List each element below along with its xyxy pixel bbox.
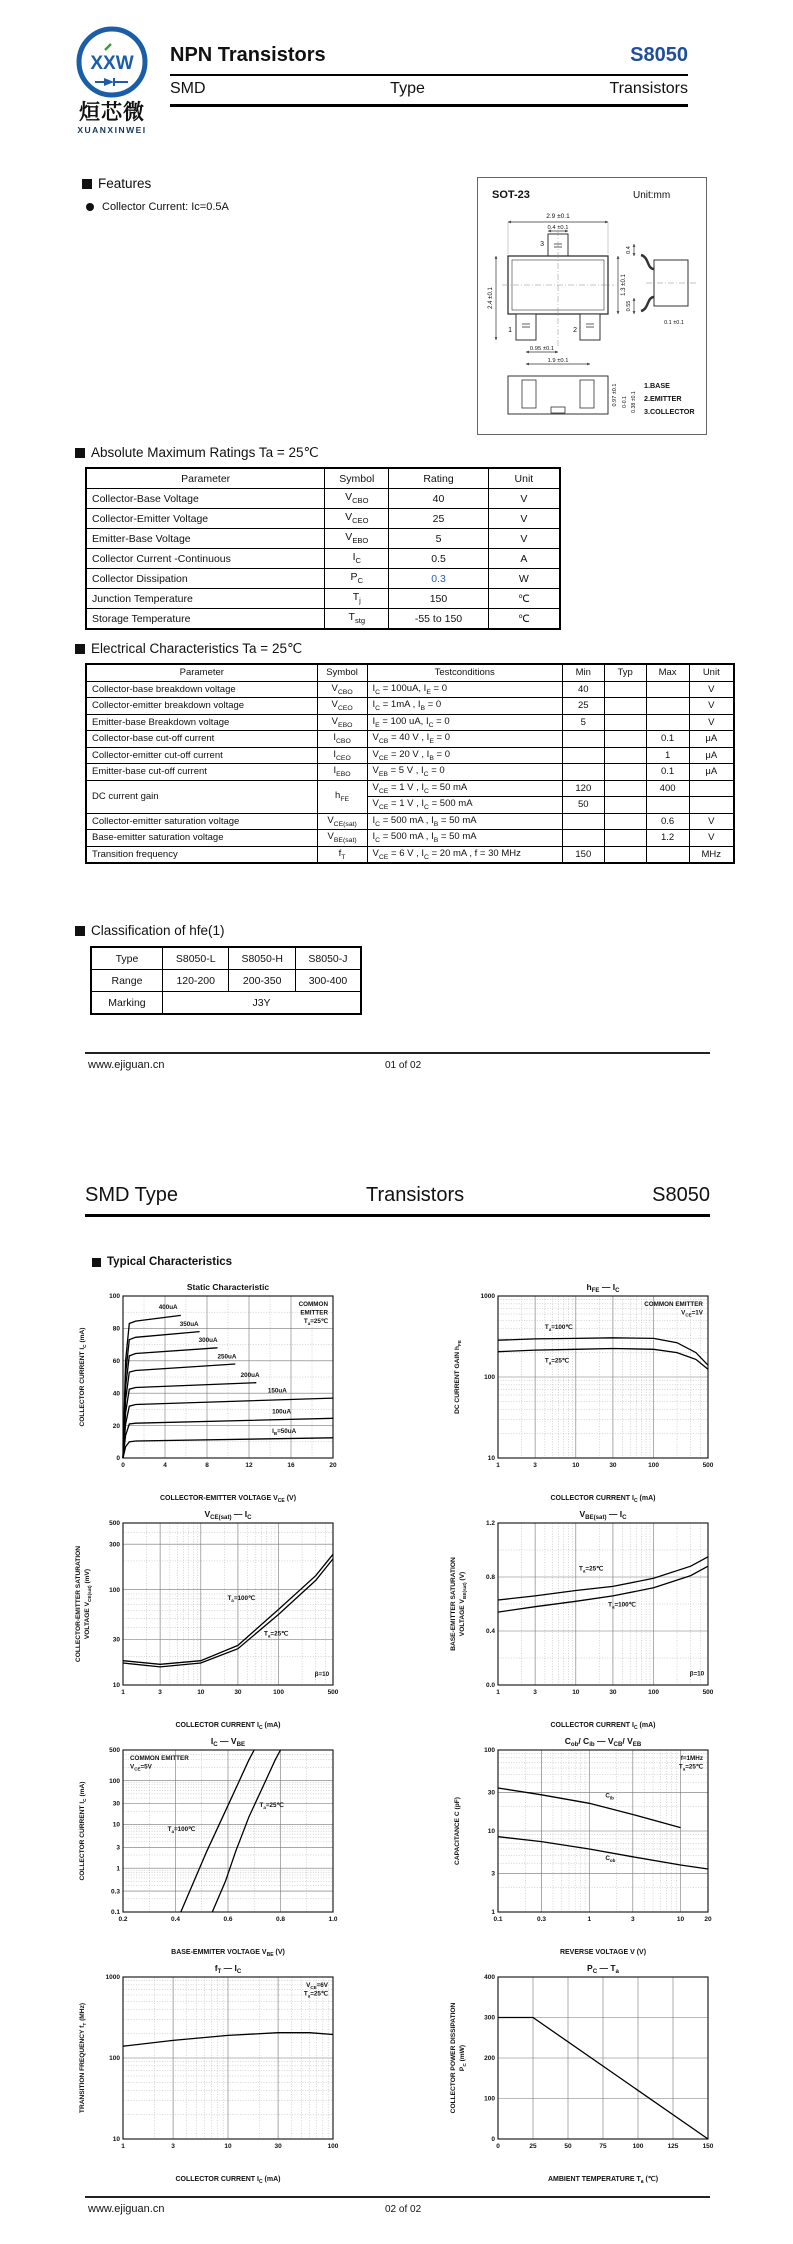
svg-text:75: 75 [598,2143,607,2150]
svg-text:30: 30 [608,1689,617,1696]
section-marker-icon [82,179,92,189]
dim-lead-bottom: 0.55 [626,300,632,312]
svg-text:Ta=25℃: $T_a=25℃$ [259,1801,284,1810]
svg-text:BASE-EMMITER VOLTAGE VBE (V): BASE-EMMITER VOLTAGE $V_{BE}$ (V) [170,1949,285,1958]
svg-text:Ta=100℃: $T_a=100℃$ [167,1826,195,1835]
svg-text:0.1: 0.1 [492,1916,503,1923]
svg-text:IC — VBE: $I_C$ — $V_{BE}$ [210,1736,245,1748]
header-type: Type [390,80,425,97]
svg-text:REVERSE VOLTAGE V (V): REVERSE VOLTAGE V (V) [559,1949,646,1956]
svg-text:Ta=25℃: $T_a=25℃$ [303,1318,328,1326]
svg-text:1.0: 1.0 [327,1916,338,1923]
svg-text:10: 10 [571,1689,579,1696]
svg-text:0.8: 0.8 [275,1916,285,1923]
svg-text:300uA: 300uA [198,1337,218,1345]
svg-text:100: 100 [272,1689,284,1696]
svg-text:200uA: 200uA [240,1372,260,1379]
page1-footer-page-number: 01 of 02 [385,1060,422,1071]
svg-text:Ta=25℃: $T_a=25℃$ [678,1763,703,1772]
svg-text:100: 100 [108,1586,120,1594]
svg-text:Ta=25℃: $T_a=25℃$ [544,1357,569,1366]
svg-text:hFE — IC: $h_{FE}$ — $I_C$ [585,1282,620,1294]
svg-text:IB=50uA: $I_B=50uA$ [271,1427,296,1436]
svg-text:10: 10 [223,2143,232,2150]
svg-text:BASE-EMITTER SATURATION: BASE-EMITTER SATURATION [449,1557,457,1651]
svg-text:AMBIENT TEMPERATURE Ta (℃): AMBIENT TEMPERATURE $T_a$ (℃) [547,2176,658,2185]
svg-text:200: 200 [483,2055,495,2063]
svg-text:Cob/ Cib — VCB/ VEB: $C_{ob}/$ $C_{ib}$ — $V_{CB}/$ $V_{EB}$ [564,1736,641,1748]
svg-text:3: 3 [490,1870,495,1878]
dim-top-width: 2.9 ±0.1 [546,213,570,220]
classification-heading [75,923,225,938]
abs-max-heading [75,445,319,461]
pin1-number: 1 [508,327,512,334]
svg-text:500: 500 [327,1689,338,1696]
package-drawing [477,177,707,435]
dim-body-height: 1.3 ±0.1 [621,274,627,296]
svg-text:100: 100 [327,2143,338,2150]
svg-text:0.0: 0.0 [485,1682,495,1690]
chart-vbe-sat-vs-ic [446,1507,726,1732]
svg-text:300: 300 [483,2014,495,2022]
svg-text:100: 100 [483,1374,495,1382]
svg-text:10: 10 [487,1828,495,1836]
svg-text:1.2: 1.2 [485,1520,495,1528]
page2-header [85,1184,710,1207]
chart-pc-vs-ta [446,1961,726,2186]
svg-text:16: 16 [286,1462,295,1469]
svg-text:30: 30 [112,1800,120,1808]
svg-text:Ta=25℃: $T_a=25℃$ [263,1630,288,1639]
page1-footer-site[interactable]: www.ejiguan.cn [88,1059,165,1071]
classification-heading-label: Classification of hfe(1) [91,923,225,938]
feature-item [86,201,229,213]
svg-text:f=1MHz: f=1MHz [680,1755,703,1762]
abs-max-heading-label: Absolute Maximum Ratings Ta = 25℃ [91,445,319,460]
svg-text:50: 50 [563,2143,572,2150]
svg-text:0.8: 0.8 [485,1574,495,1582]
svg-text:8: 8 [204,1462,209,1469]
page1-footer-divider [85,1052,710,1054]
section-marker-icon [75,926,85,936]
page2-header-part: S8050 [652,1184,710,1206]
svg-text:10: 10 [112,1682,120,1690]
svg-text:350uA: 350uA [179,1320,199,1328]
svg-text:1000: 1000 [105,1974,120,1982]
page2-header-divider [85,1214,710,1217]
svg-text:300: 300 [108,1541,120,1549]
header-subtitle-row [170,80,688,98]
pin3-number: 3 [540,241,544,248]
svg-text:100: 100 [108,2055,120,2063]
svg-text:500: 500 [108,1747,120,1755]
svg-text:β=10: β=10 [314,1670,329,1678]
svg-text:0.4: 0.4 [170,1916,180,1923]
svg-text:3: 3 [170,2143,175,2150]
svg-text:COLLECTOR CURRENT IC (mA): COLLECTOR CURRENT $I_C$ (mA) [78,1781,88,1881]
svg-text:0.3: 0.3 [536,1916,546,1923]
pin-legend-collector: 3.COLLECTOR [644,407,695,416]
company-logo [64,20,160,141]
svg-text:30: 30 [273,2143,282,2150]
svg-text:COLLECTOR CURRENT IC (mA): COLLECTOR CURRENT $I_C$ (mA) [549,1722,656,1731]
svg-text:Ta=100℃: $T_a=100℃$ [544,1324,572,1333]
svg-text:1: 1 [120,2143,125,2150]
page2-header-left: SMD Type [85,1184,178,1206]
svg-text:10: 10 [571,1462,579,1469]
svg-text:250uA: 250uA [217,1353,236,1361]
section-marker-icon [75,644,85,654]
package-name: SOT-23 [492,189,530,201]
svg-text:VOLTAGE VCE(sat) (mV): VOLTAGE $V_{CE(sat)}$ (mV) [83,1568,93,1640]
svg-text:Ta=25℃: $T_a=25℃$ [578,1565,603,1574]
section-marker-icon [75,448,85,458]
svg-text:0.3: 0.3 [110,1888,120,1896]
svg-text:0.1: 0.1 [110,1909,120,1917]
svg-text:0.4: 0.4 [485,1628,495,1636]
svg-text:1000: 1000 [480,1293,495,1301]
svg-text:Static Characteristic: Static Characteristic [186,1282,269,1292]
svg-text:COMMON EMITTER: COMMON EMITTER [129,1755,189,1762]
chart-static-characteristic [71,1280,351,1505]
classification-table: Type S8050-L S8050-H S8050-J Range 120-200 200-350 300-400 Marking J3Y [90,946,362,1015]
svg-text:COLLECTOR-EMITTER SATURATION: COLLECTOR-EMITTER SATURATION [74,1545,82,1663]
svg-text:fT — IC: $f_T$ — $I_C$ [214,1963,241,1975]
svg-text:COLLECTOR CURRENT IC (mA): COLLECTOR CURRENT $I_C$ (mA) [78,1327,88,1427]
svg-text:10: 10 [196,1689,204,1696]
page2-footer-divider [85,2196,710,2198]
dim-side-height: 0.97 ±0.1 [612,383,618,407]
typical-characteristics-heading-label: Typical Characteristics [107,1256,233,1268]
section-marker-icon [92,1258,101,1267]
svg-text:400uA: 400uA [158,1303,178,1311]
svg-text:VCE=6V: $V_{CE}=6V$ [305,1982,328,1990]
svg-text:20: 20 [328,1462,337,1469]
svg-text:125: 125 [667,2143,678,2150]
svg-text:VBE(sat) — IC: $V_{BE(sat)}$ — $I_C$ [578,1509,627,1521]
chart-ft-vs-ic [71,1961,351,2186]
svg-text:150: 150 [702,2143,713,2150]
features-heading-label: Features [98,176,152,191]
svg-text:1: 1 [120,1689,125,1696]
svg-text:100: 100 [647,1689,659,1696]
doc-title: NPN Transistors [170,44,326,66]
package-unit: Unit:mm [633,190,671,201]
svg-text:EMITTER: EMITTER [299,1309,328,1317]
svg-text:100uA: 100uA [271,1408,291,1416]
svg-text:0: 0 [115,1455,120,1463]
chart-ic-vs-vbe [71,1734,351,1959]
electrical-characteristics-table: Parameter Symbol Testconditions Min Typ Max Unit Collector-base breakdown voltage $V_{CBO}$ $I_C = 100uA$, $I_E = 0$ 40 V Collector-emitter breakdown voltage $V_{CEO}$ $I_C = 1mA$ , $I_B = 0$ 25 V Emitter-base Breakdown voltage $V_{EBO}$ $I_E = 100$ uA, $I_C = 0$ 5 V Collector-base cut-off current $I_{CBO}$ $V_{CB} = 40$ V , $I_E = 0$ 0.1 μA Collector-emitter cut-off current $I_{CEO}$ $V_{CE} = 20$ V , $I_B = 0$ 1 μA Emitter-base cut-off current $I_{EBO}$ $V_{EB} = 5$ V , $I_C = 0$ 0.1 μA DC current gain $h_{FE}$ $V_{CE} = 1$ V , $I_C = 50$ mA 120 400 $V_{CE} = 1$ V , $I_C = 500$ mA 50 Collector-emitter saturation voltage $V_{CE(sat)}$ $I_C = 500$ mA , $I_B = 50$ mA 0.6 V Base-emitter saturation voltage $V_{BE(sat)}$ $I_C = 500$ mA , $I_B = 50$ mA 1.2 V Transition frequency $f_T$ $V_{CE} = 6$ V , $I_C = 20$ mA , f = 30 MHz 150 MHz [85,663,735,864]
svg-text:12: 12 [244,1462,253,1469]
header-thick-divider [170,104,688,107]
svg-text:150uA: 150uA [267,1387,287,1395]
header-smd: SMD [170,80,206,97]
features-heading [82,176,151,191]
svg-text:β=10: β=10 [689,1670,704,1678]
svg-text:3: 3 [157,1689,162,1696]
svg-text:500: 500 [108,1520,120,1528]
svg-text:60: 60 [112,1358,120,1365]
dim-pin-pitch: 0.95 ±0.1 [529,346,555,352]
svg-text:0.6: 0.6 [222,1916,233,1923]
svg-text:10: 10 [112,1821,120,1829]
dim-lead-top: 0.4 [626,246,632,254]
svg-text:100: 100 [483,1747,495,1755]
svg-text:COMMON EMITTER: COMMON EMITTER [643,1301,703,1308]
svg-text:0.2: 0.2 [117,1916,128,1923]
svg-text:1: 1 [490,1909,495,1917]
svg-text:VCE=1V: $V_{CE}=1V$ [680,1309,703,1318]
svg-text:COLLECTOR-EMITTER VOLTAGE VCE: COLLECTOR-EMITTER VOLTAGE $V_{CE}$ (V) [159,1495,296,1504]
typical-characteristics-charts [48,1280,748,2186]
dim-lead-thickness: 0.1 ±0.1 [664,320,684,326]
pin-legend-base: 1.BASE [644,381,670,390]
svg-text:3: 3 [532,1689,537,1696]
electrical-characteristics-heading-label: Electrical Characteristics Ta = 25℃ [91,641,303,656]
svg-text:COLLECTOR CURRENT IC (mA): COLLECTOR CURRENT $I_C$ (mA) [174,2176,281,2185]
dim-pin3-width: 0.4 ±0.1 [547,225,569,231]
svg-text:500: 500 [702,1689,713,1696]
svg-text:100: 100 [108,1293,120,1301]
svg-text:3: 3 [115,1844,120,1852]
svg-text:25: 25 [528,2143,537,2150]
svg-text:VOLTAGE VBE(sat) (V): VOLTAGE $V_{BE(sat)}$ (V) [458,1571,468,1637]
svg-text:CAPACITANCE C (pF): CAPACITANCE C (pF) [453,1797,461,1865]
svg-text:1: 1 [586,1916,591,1923]
svg-text:0: 0 [490,2136,495,2144]
svg-text:100: 100 [632,2143,643,2150]
page2-footer-site[interactable]: www.ejiguan.cn [88,2203,165,2215]
dim-lead-width: 0.38 ±0.1 [631,391,637,413]
dim-standoff: 0-0.1 [622,396,628,408]
chart-capacitance-vs-voltage [446,1734,726,1959]
svg-text:1: 1 [115,1865,120,1873]
typical-characteristics-heading [92,1256,232,1268]
svg-text:DC CURRENT GAIN hFE: DC CURRENT GAIN $h_{FE}$ [453,1340,463,1414]
svg-text:4: 4 [162,1462,167,1469]
pin-legend-emitter: 2.EMITTER [644,394,682,403]
logo-xxw-text: XXW [90,53,134,74]
chart-vce-sat-vs-ic [71,1507,351,1732]
svg-text:20: 20 [112,1422,120,1430]
svg-text:10: 10 [487,1455,495,1463]
svg-text:VCE=5V: $V_{CE}=5V$ [129,1763,152,1772]
svg-text:Ta=100℃: $T_a=100℃$ [226,1594,255,1603]
svg-text:10: 10 [112,2136,120,2144]
svg-text:20: 20 [703,1916,712,1923]
svg-text:0: 0 [120,1462,125,1469]
svg-text:100: 100 [647,1462,659,1469]
svg-text:Ta=100℃: $T_a=100℃$ [607,1601,636,1610]
svg-text:500: 500 [702,1462,713,1469]
svg-text:COMMON: COMMON [298,1301,328,1308]
svg-text:COLLECTOR POWER DISSIPATION: COLLECTOR POWER DISSIPATION [449,2002,457,2114]
absolute-maximum-ratings-table: Parameter Symbol Rating Unit Collector-Base Voltage $V_{CBO}$ 40 V Collector-Emitter Voltage $V_{CEO}$ 25 V Emitter-Base Voltage $V_{EBO}$ 5 V Collector Current -Continuous $I_C$ 0.5 A Collector Dissipation $P_C$ 0.3 W Junction Temperature $T_j$ 150 ℃ Storage Temperature $T_{stg}$ -55 to 150 ℃ [85,467,561,630]
svg-text:100: 100 [483,2095,495,2103]
svg-text:COLLECTOR CURRENT IC (mA): COLLECTOR CURRENT $I_C$ (mA) [174,1722,281,1731]
bullet-icon [86,203,94,211]
svg-text:0: 0 [495,2143,500,2150]
svg-text:40: 40 [112,1390,120,1398]
dim-height: 2.4 ±0.1 [488,287,494,309]
svg-text:Cob: $C_{ob}$ [604,1854,615,1863]
header-divider [170,74,688,76]
svg-text:3: 3 [532,1462,537,1469]
part-number: S8050 [630,44,688,66]
svg-text:Cib: $C_{ib}$ [604,1792,614,1801]
feature-item-label: Collector Current: Ic=0.5A [102,201,229,213]
page2-header-center: Transistors [365,1184,465,1206]
svg-text:80: 80 [112,1325,120,1333]
svg-text:30: 30 [608,1462,617,1469]
electrical-characteristics-heading [75,641,302,657]
svg-text:PC (mW): $P_C$ (mW) [458,2044,468,2072]
svg-text:30: 30 [233,1689,242,1696]
svg-text:VCE(sat) — IC: $V_{CE(sat)}$ — $I_C$ [203,1509,252,1521]
logo-english-name: XUANXINWEI [77,125,147,135]
svg-text:PC — Ta: $P_C$ — $T_a$ [586,1963,619,1975]
dim-pin-span: 1.9 ±0.1 [547,358,569,364]
header-transistors: Transistors [609,80,688,97]
chart-hfe-vs-ic [446,1280,726,1505]
page2-footer-page-number: 02 of 02 [385,2204,422,2215]
svg-text:COLLECTOR CURRENT IC (mA): COLLECTOR CURRENT $I_C$ (mA) [549,1495,656,1504]
svg-text:1: 1 [495,1462,500,1469]
svg-text:400: 400 [483,1974,495,1982]
pin2-number: 2 [573,327,577,334]
svg-text:30: 30 [487,1789,495,1797]
svg-text:30: 30 [112,1636,120,1644]
svg-text:Ta=25℃: $T_a=25℃$ [303,1990,328,1999]
logo-chinese-name: 烜芯微 [79,101,145,124]
svg-text:100: 100 [108,1777,120,1785]
svg-text:3: 3 [630,1916,635,1923]
svg-text:1: 1 [495,1689,500,1696]
header-title-row [170,44,688,67]
svg-text:TRANSITION FREQUENCY fT (MHz: TRANSITION FREQUENCY $f_T$ (MHz) [78,2002,88,2114]
svg-text:10: 10 [676,1916,684,1923]
